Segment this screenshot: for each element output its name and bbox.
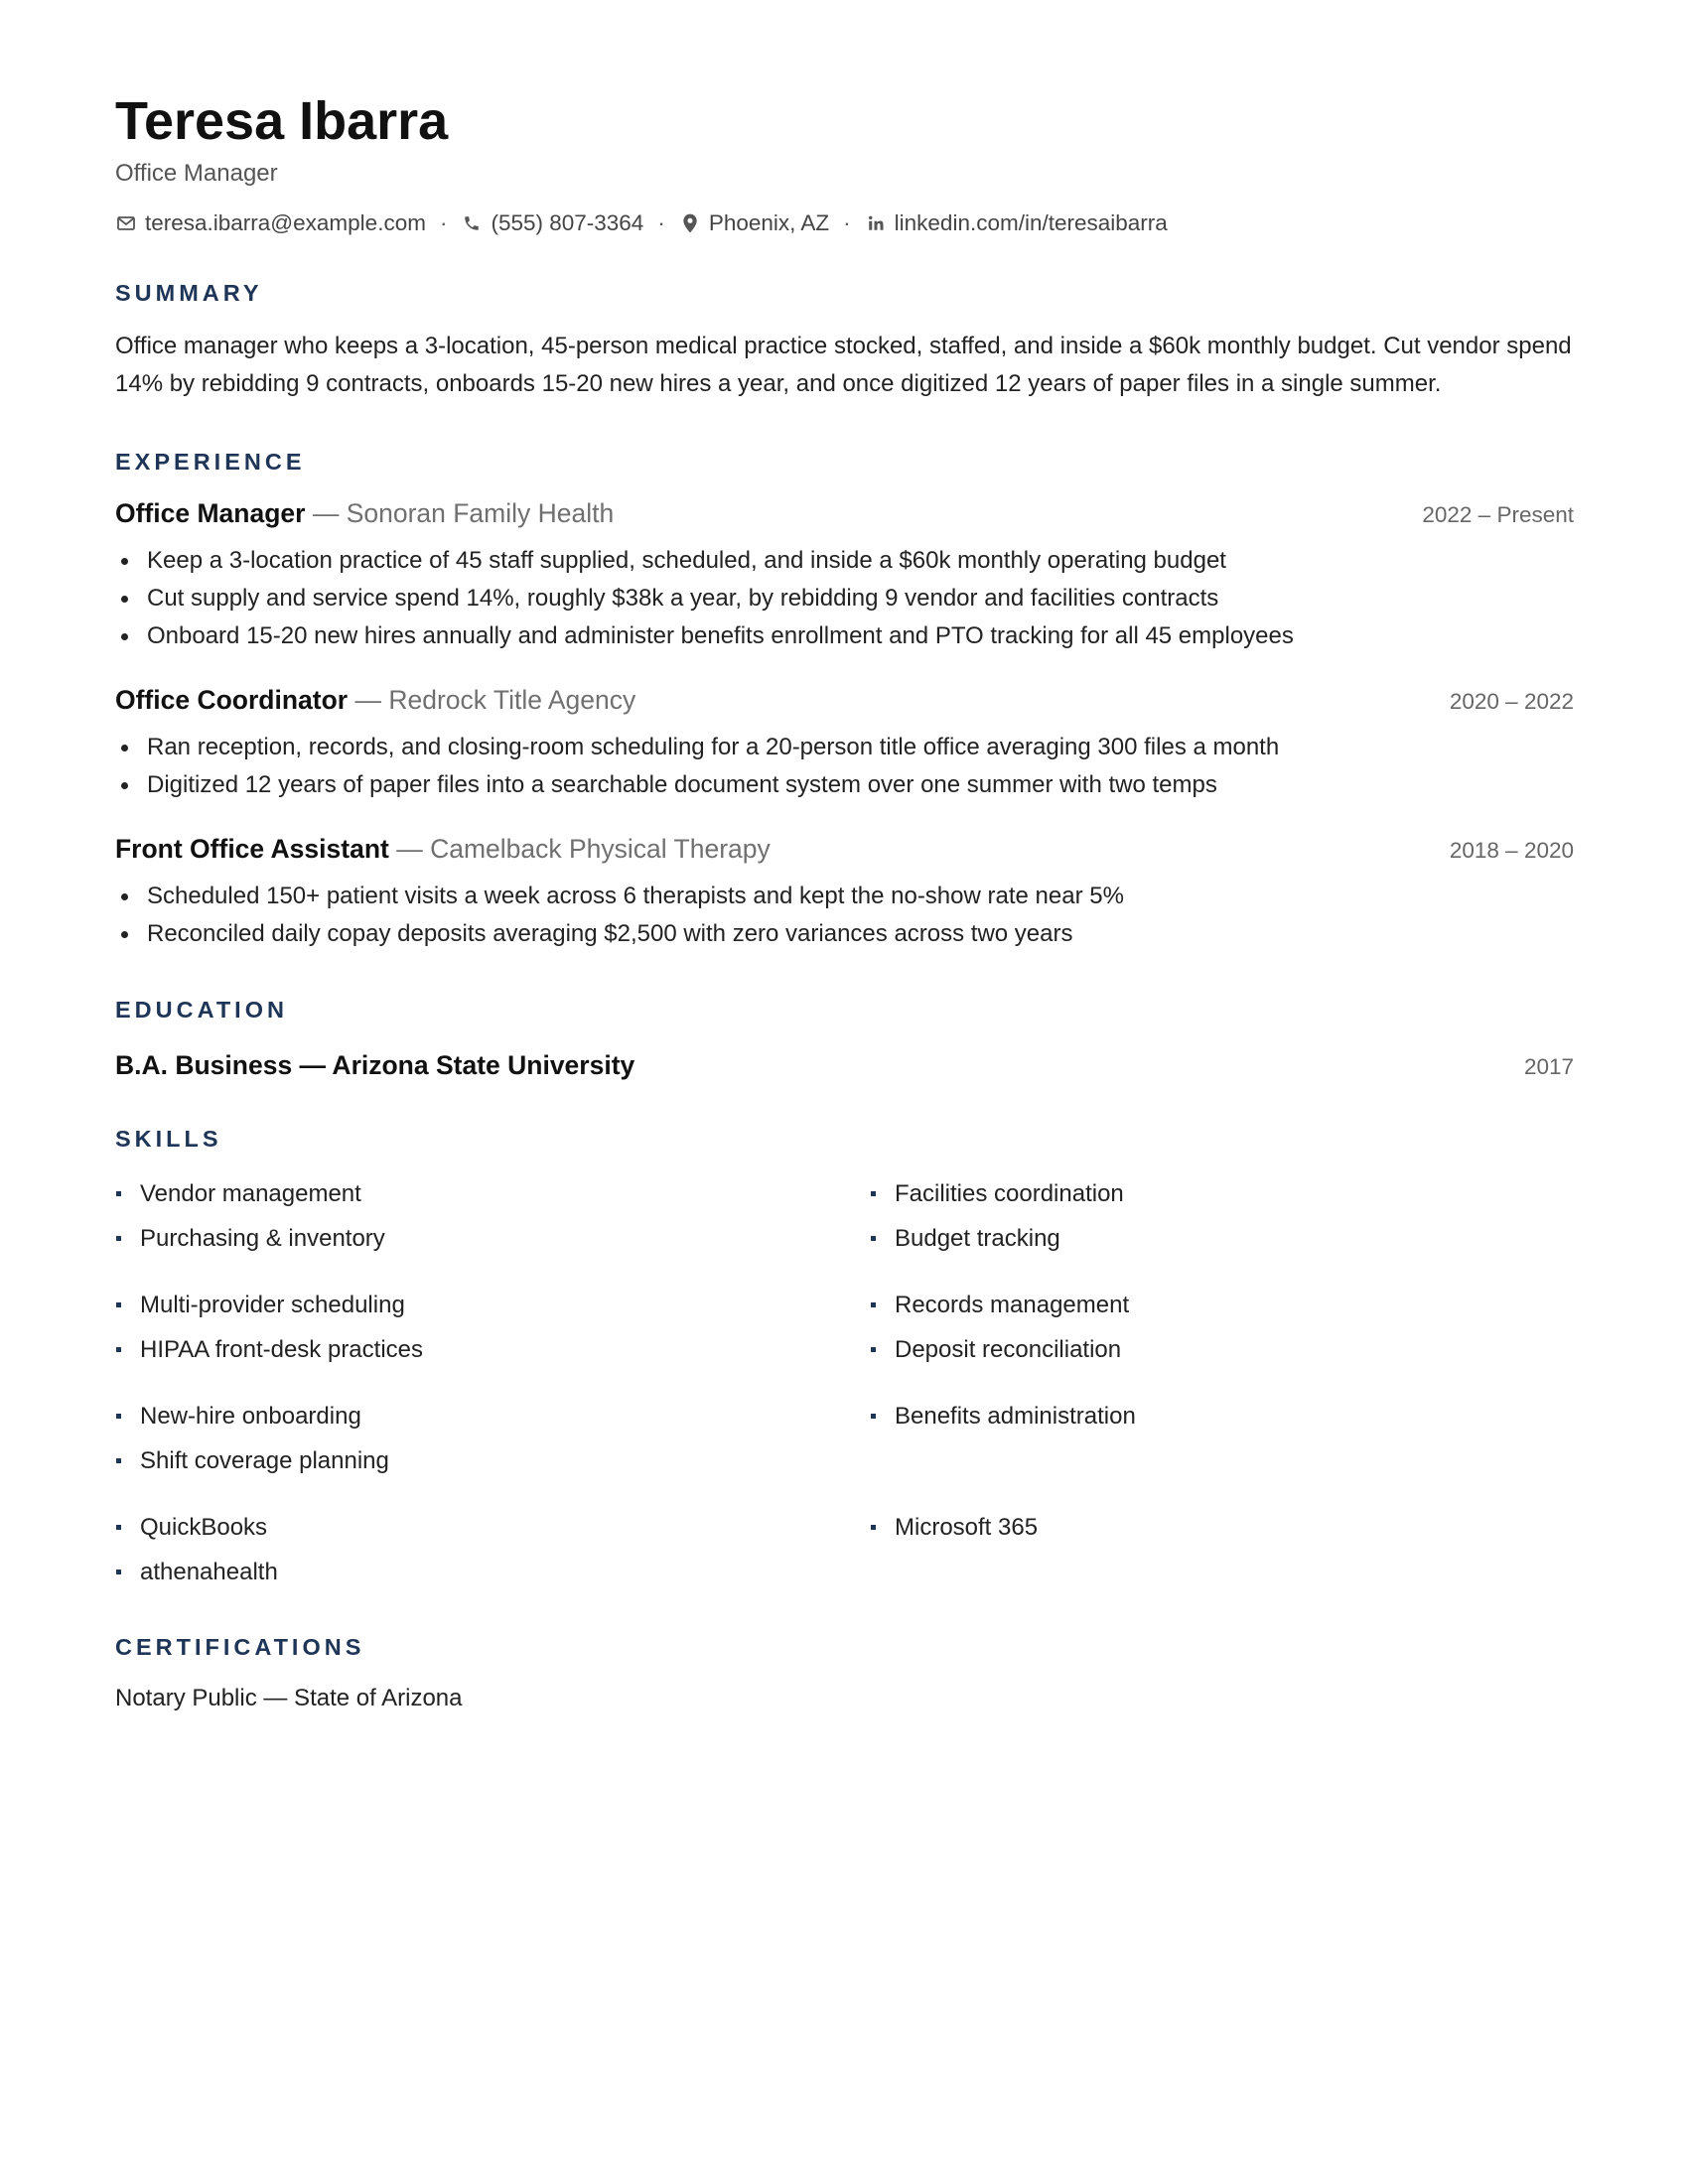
skill-group	[115, 1283, 870, 1372]
job-bullets	[115, 542, 1574, 655]
job-role: Office Coordinator	[115, 685, 349, 715]
education-year: 2017	[1523, 1054, 1574, 1079]
skill-item: HIPAA front-desk practices	[115, 1327, 870, 1372]
job-company: — Sonoran Family Health	[312, 498, 615, 528]
job-bullet: Onboard 15-20 new hires annually and administer benefits enrollment and PTO tracking for all 45 employees	[115, 617, 1574, 655]
skill-item: Vendor management	[115, 1171, 870, 1216]
contact-line	[115, 208, 1574, 238]
contact-separator: ·	[843, 210, 851, 235]
skill-group	[870, 1283, 1574, 1372]
summary-heading: SUMMARY	[115, 280, 263, 306]
contact-linkedin-text: linkedin.com/in/teresaibarra	[894, 210, 1168, 235]
contact-separator: ·	[439, 210, 448, 235]
education-entry	[115, 1048, 1574, 1084]
skill-group	[870, 1171, 1574, 1261]
contact-linkedin[interactable]	[865, 208, 1168, 238]
phone-icon	[461, 212, 483, 234]
skill-group	[115, 1505, 870, 1594]
summary-text: Office manager who keeps a 3-location, 45-person medical practice stocked, staffed, and inside a $60k monthly budget. Cut vendor spend 14% by rebidding 9 contracts, onboards 15-20 new hires a year, and once digitized 12 years of paper files in a single summer.	[115, 333, 1572, 397]
skill-group	[115, 1171, 870, 1261]
contact-separator: ·	[657, 210, 665, 235]
job-title-line	[115, 683, 635, 717]
linkedin-icon	[865, 212, 887, 234]
skill-item: Benefits administration	[870, 1394, 1574, 1438]
skill-item: Deposit reconciliation	[870, 1327, 1574, 1372]
envelope-icon	[115, 212, 137, 234]
job-title-line	[115, 496, 614, 530]
skills-grid	[115, 1171, 1574, 1594]
candidate-role: Office Manager	[115, 160, 278, 187]
skill-item: Records management	[870, 1283, 1574, 1327]
job-bullet: Keep a 3-location practice of 45 staff supplied, scheduled, and inside a $60k monthly operating budget	[115, 542, 1574, 580]
certification-item: Notary Public — State of Arizona	[115, 1685, 463, 1711]
job-entry	[115, 496, 1574, 655]
education-degree: B.A. Business — Arizona State University	[115, 1050, 635, 1080]
job-bullets	[115, 878, 1574, 953]
job-bullet: Cut supply and service spend 14%, roughly $38k a year, by rebidding 9 vendor and facilities contracts	[115, 580, 1574, 617]
job-bullet: Reconciled daily copay deposits averaging $2,500 with zero variances across two years	[115, 915, 1574, 953]
skill-item: New-hire onboarding	[115, 1394, 870, 1438]
skill-item: Shift coverage planning	[115, 1438, 870, 1483]
job-company: — Redrock Title Agency	[354, 685, 636, 715]
skills-heading: SKILLS	[115, 1126, 222, 1152]
job-role: Front Office Assistant	[115, 834, 389, 864]
skill-group	[870, 1505, 1574, 1594]
experience-heading: EXPERIENCE	[115, 449, 306, 475]
skill-item: Multi-provider scheduling	[115, 1283, 870, 1327]
job-bullet: Digitized 12 years of paper files into a searchable document system over one summer with two temps	[115, 766, 1574, 804]
job-dates: 2018 – 2020	[1449, 838, 1574, 863]
job-header	[115, 832, 1574, 868]
job-bullets	[115, 729, 1574, 804]
map-pin-icon	[679, 212, 701, 234]
skill-item: QuickBooks	[115, 1505, 870, 1550]
skill-item: Budget tracking	[870, 1216, 1574, 1261]
skill-item: Purchasing & inventory	[115, 1216, 870, 1261]
education-heading: EDUCATION	[115, 997, 288, 1023]
skill-group	[115, 1394, 870, 1483]
job-company: — Camelback Physical Therapy	[396, 834, 771, 864]
job-header	[115, 496, 1574, 532]
job-title-line	[115, 832, 771, 866]
job-role: Office Manager	[115, 498, 306, 528]
resume-page	[115, 87, 1574, 1715]
contact-email-text: teresa.ibarra@example.com	[145, 210, 426, 235]
certifications-heading: CERTIFICATIONS	[115, 1634, 365, 1660]
contact-location	[679, 208, 829, 238]
skill-item: athenahealth	[115, 1550, 870, 1594]
job-bullet: Scheduled 150+ patient visits a week across 6 therapists and kept the no-show rate near 5%	[115, 878, 1574, 915]
contact-location-text: Phoenix, AZ	[708, 210, 830, 235]
contact-phone[interactable]	[461, 208, 643, 238]
skill-item: Facilities coordination	[870, 1171, 1574, 1216]
job-dates: 2020 – 2022	[1449, 689, 1574, 714]
skill-item: Microsoft 365	[870, 1505, 1574, 1550]
skill-group	[870, 1394, 1574, 1483]
job-header	[115, 683, 1574, 719]
contact-phone-text: (555) 807-3364	[491, 210, 644, 235]
job-bullet: Ran reception, records, and closing-room scheduling for a 20-person title office averaging 300 files a month	[115, 729, 1574, 766]
job-entry	[115, 683, 1574, 804]
candidate-name: Teresa Ibarra	[115, 91, 449, 151]
job-entry	[115, 832, 1574, 953]
job-dates: 2022 – Present	[1422, 502, 1574, 527]
contact-email[interactable]	[115, 208, 426, 238]
